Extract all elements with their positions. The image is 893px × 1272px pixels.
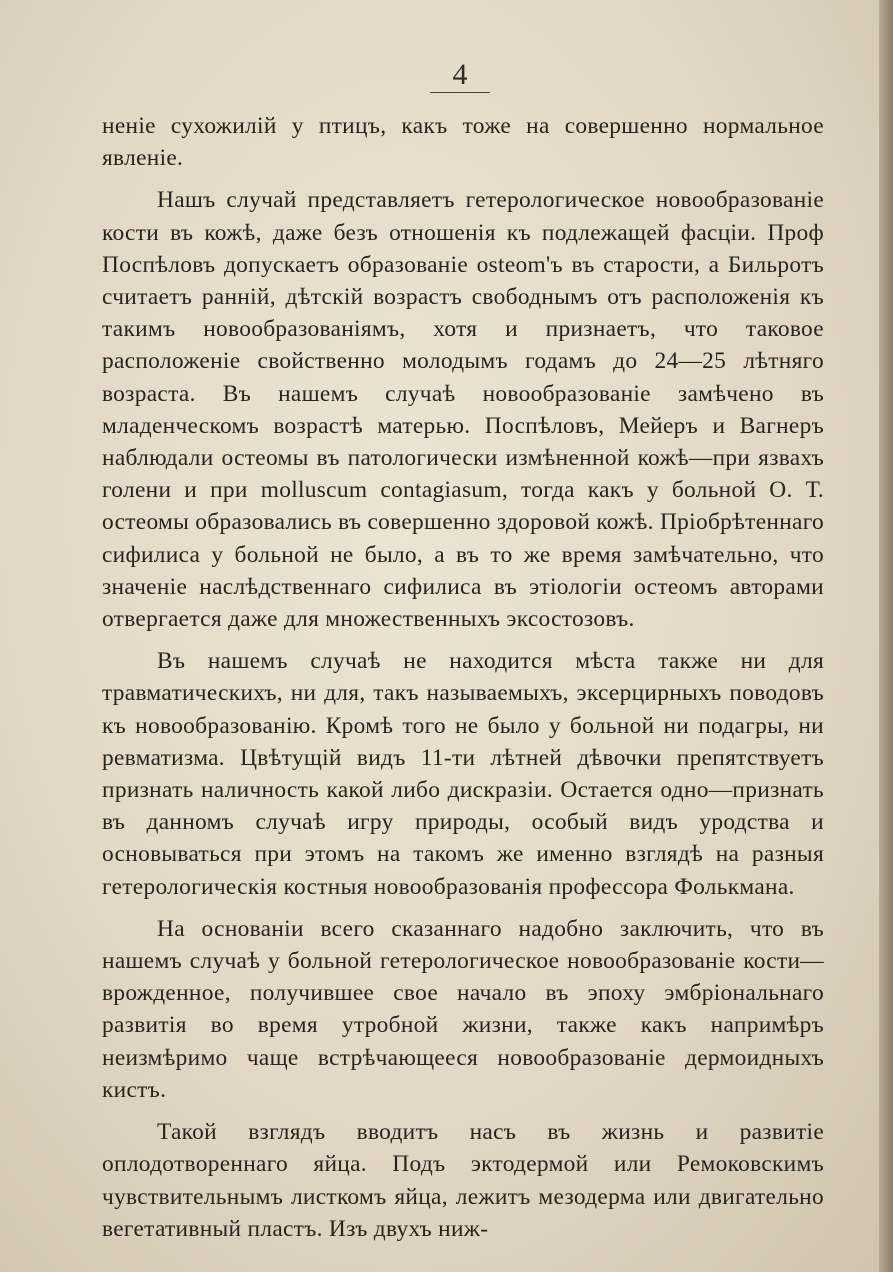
paragraph: Нашъ случай представляетъ гетерологическое новообразованіе кости въ кожѣ, даже безъ отношенія къ подлежащей фасціи. Проф Поспѣловъ допускаетъ образованіе osteom'ъ въ старости, а Бильротъ считаетъ ранній, дѣтскій возрастъ свободнымъ отъ расположенія къ такимъ новообразованіямъ, хотя и признаетъ, что таковое расположеніе свойственно молодымъ годамъ до 24—25 лѣтняго возраста. Въ нашемъ случаѣ новообразованіе замѣчено въ младенческомъ возрастѣ матерью. Поспѣловъ, Мейеръ и Вагнеръ наблюдали остеомы въ патологически измѣненной кожѣ—при язвахъ голени и при molluscum contagiasum, тогда какъ у больной О. Т. остеомы образовались въ совершенно здоровой кожѣ. Пріобрѣтеннаго сифилиса у больной не было, а въ то же время замѣчательно, что значеніе наслѣдственнаго сифилиса въ этіологіи остеомъ авторами отвергается даже для множественныхъ эксостозовъ. xyxy=(102,187,824,633)
paragraph: неніе сухожилій у птицъ, какъ тоже на совершенно нормальное явленіе. xyxy=(102,113,824,172)
page-number: 4 xyxy=(430,58,490,93)
paragraph: Въ нашемъ случаѣ не находится мѣста также ни для травматическихъ, ни для, такъ называемыхъ, эксерцирныхъ поводовъ къ новообразованію. Кромѣ того не было у больной ни подагры, ни ревматизма. Цвѣтущій видъ 11-ти лѣтней дѣвочки препятствуетъ признать наличность какой либо дискразіи. Остается одно—признать въ данномъ случаѣ игру природы, особый видъ уродства и основываться при этомъ на такомъ же именно взглядѣ на разныя гетерологическія костныя новообразованія профессора Фолькмана. xyxy=(102,648,824,900)
body-text xyxy=(102,110,824,1245)
paragraph: Такой взглядъ вводитъ насъ въ жизнь и развитіе оплодотвореннаго яйца. Подъ эктодермой или Ремоковскимъ чувствительнымъ листкомъ яйца, лежитъ мезодерма или двигательно вегетативный пластъ. Изъ двухъ ниж- xyxy=(102,1119,824,1242)
paragraph: На основаніи всего сказаннаго надобно заключить, что въ нашемъ случаѣ у больной гетерологическое новообразованіе кости—врожденное, получившее свое начало въ эпоху эмбріональнаго развитія во время утробной жизни, также какъ напримѣръ неизмѣримо чаще встрѣчающееся новообразованіе дермоидныхъ кистъ. xyxy=(102,915,824,1103)
page-edge-shadow xyxy=(879,0,893,1272)
